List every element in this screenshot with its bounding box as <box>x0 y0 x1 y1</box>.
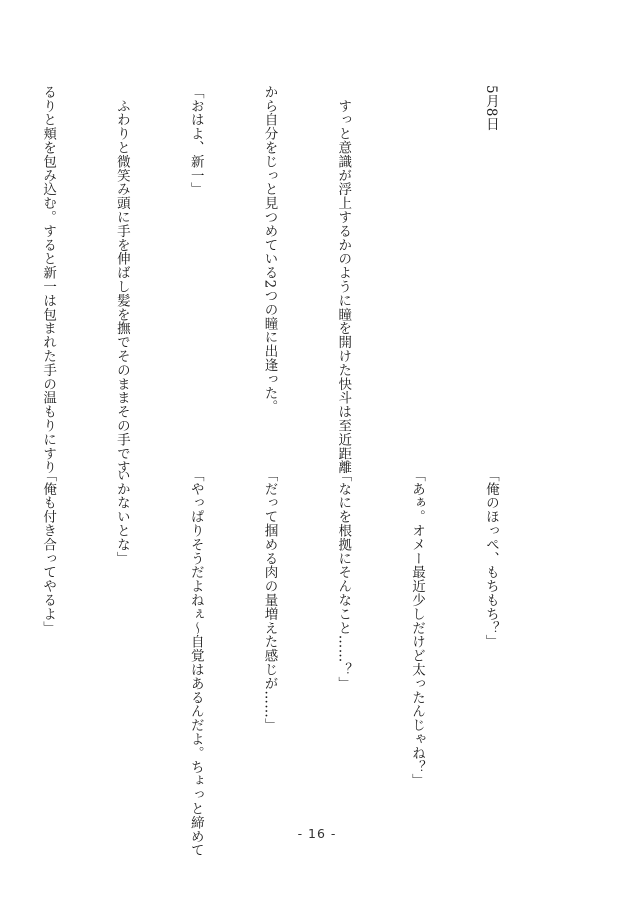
text-line: すっと意識が浮上するかのように瞳を開けた快斗は至近距離 <box>335 85 352 475</box>
text-line: 5月8日 <box>482 85 499 131</box>
text-line: 「やっぱりそうだよねぇ〜自覚はあるんだよ。ちょっと締めて <box>187 468 204 858</box>
text-line: から自分をじっと見つめている2つの瞳に出逢った。 <box>261 85 278 414</box>
text-line: 「なにを根拠にそんなこと……？」 <box>335 468 352 691</box>
text-line: 「おはよ、新一」 <box>187 85 204 197</box>
page-number: - 16 - <box>297 826 337 841</box>
text-line: るりと頬を包み込む。すると新一は包まれた手の温もりにすり <box>40 85 57 475</box>
text-line: いかないとな」 <box>113 468 130 566</box>
text-line: 「だって掴める肉の量増えた感じが……」 <box>261 468 278 733</box>
text-line: 「あぁ。オメー最近少しだけど太ったんじゃね？」 <box>409 468 426 788</box>
top-text-column <box>40 85 552 475</box>
text-line: 「俺も付き合ってやるよ」 <box>40 468 57 635</box>
text-line: ふわりと微笑み頭に手を伸ばし髪を撫でそのままその手です <box>113 85 130 475</box>
text-line <box>404 85 429 445</box>
text-line: 「俺のほっぺ、もちもち？」 <box>482 468 499 649</box>
